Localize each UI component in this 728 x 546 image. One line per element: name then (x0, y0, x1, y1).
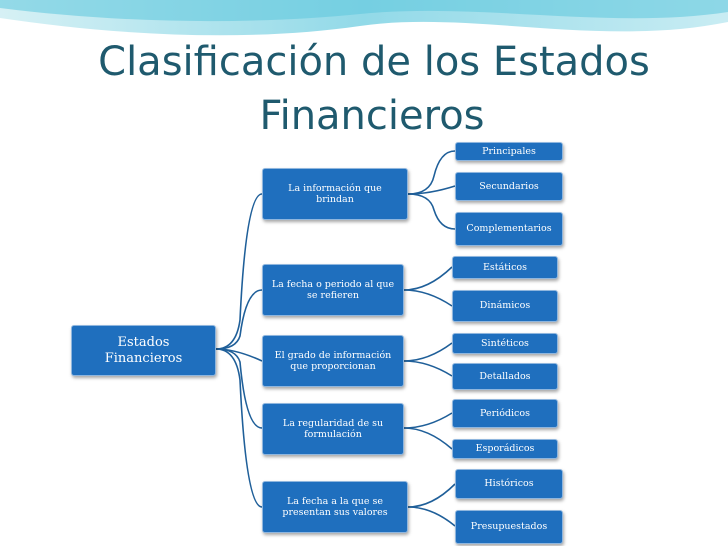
slide-title-line-1: Clasificación de los Estados (98, 39, 650, 85)
slide-title-line-2: Financieros (259, 93, 485, 139)
connector-g3-sinteticos (404, 343, 452, 361)
connector-root-g4 (216, 349, 262, 428)
group-box-fecha-valores: La fecha a la que se presentan sus valores (262, 481, 408, 533)
group-box-grado-informacion: El grado de información que proporcionan (262, 335, 404, 387)
connector-g2-dinamicos (404, 290, 452, 306)
connector-root-g1 (216, 194, 262, 349)
connector-g4-esporadicos (404, 428, 452, 449)
leaf-dinamicos: Dinámicos (452, 290, 558, 322)
group-box-regularidad: La regularidad de su formulación (262, 403, 404, 455)
connector-g3-detallados (404, 361, 452, 376)
leaf-sinteticos: Sintéticos (452, 333, 558, 354)
leaf-historicos: Históricos (455, 469, 563, 499)
group-box-fecha-periodo: La fecha o periodo al que se refieren (262, 264, 404, 316)
leaf-complementarios: Complementarios (455, 212, 563, 246)
leaf-presupuestados: Presupuestados (455, 510, 563, 544)
connector-g5-historicos (408, 484, 455, 507)
group-box-informacion: La información que brindan (262, 168, 408, 220)
leaf-detallados: Detallados (452, 363, 558, 390)
connector-root-g2 (216, 290, 262, 349)
connector-root-g5 (216, 349, 262, 507)
leaf-secundarios: Secundarios (455, 172, 563, 201)
connector-g2-estaticos (404, 267, 452, 290)
leaf-principales: Principales (455, 142, 563, 161)
leaf-esporadicos: Esporádicos (452, 439, 558, 459)
leaf-estaticos: Estáticos (452, 256, 558, 279)
connector-g5-presupuestados (408, 507, 455, 526)
connector-g4-periodicos (404, 413, 452, 428)
connector-g1-complementarios (408, 194, 455, 229)
root-box-estados-financieros: Estados Financieros (71, 325, 216, 376)
leaf-periodicos: Periódicos (452, 399, 558, 428)
